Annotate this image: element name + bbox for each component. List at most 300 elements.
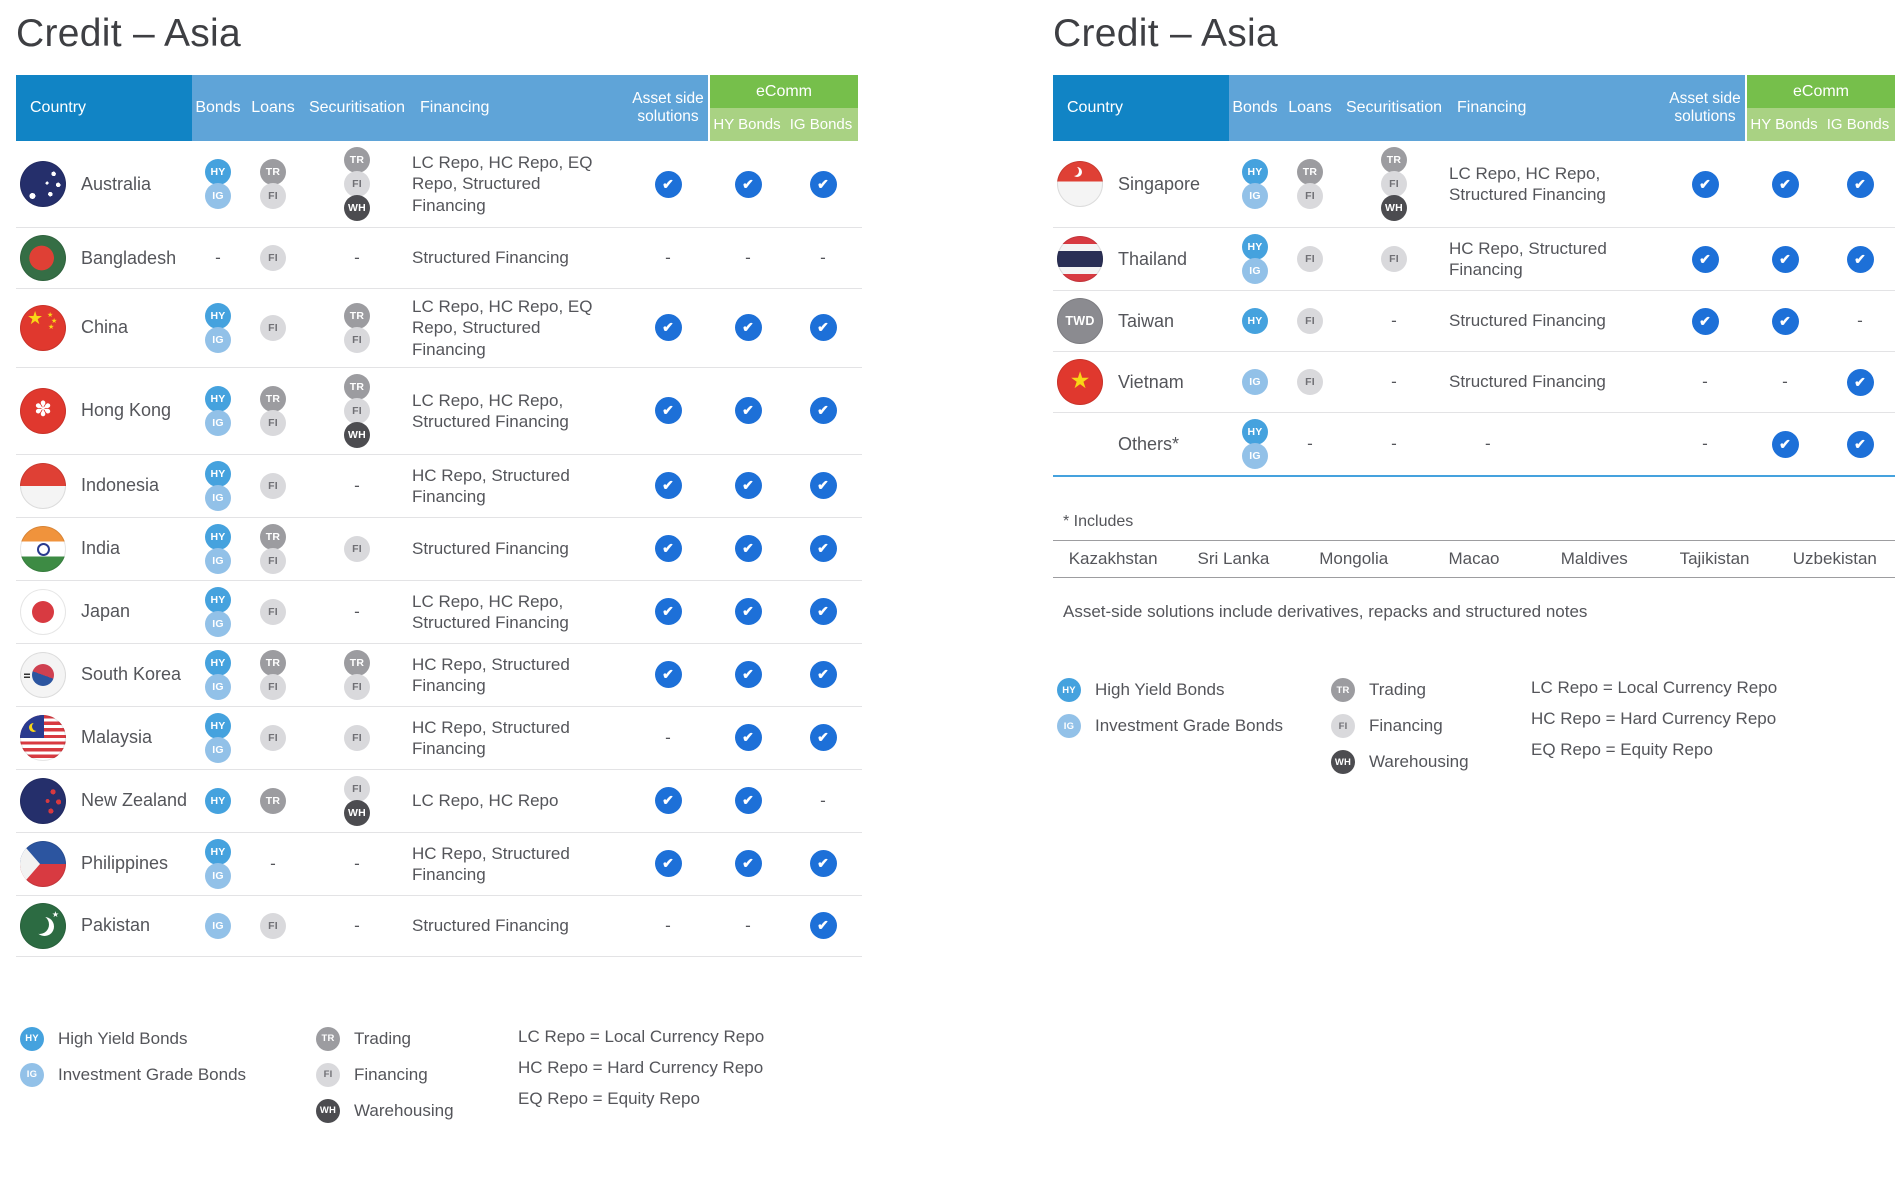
bonds-cell <box>192 840 244 888</box>
bonds-cell <box>192 714 244 762</box>
ecomm-ig-cell <box>1825 431 1895 458</box>
check-icon <box>735 724 762 751</box>
country-cell <box>16 778 192 824</box>
ecomm-hy-cell <box>708 171 788 198</box>
fi-badge: FI <box>260 599 286 625</box>
fi-badge: FI <box>260 913 286 939</box>
flag-placeholder <box>1057 421 1103 467</box>
table-row <box>16 368 862 455</box>
country-name-new-zealand: New Zealand <box>81 790 188 811</box>
check-icon <box>810 724 837 751</box>
check-icon <box>655 598 682 625</box>
check-icon <box>735 397 762 424</box>
wh-badge: WH <box>344 195 370 221</box>
bonds-badges <box>205 304 231 352</box>
ig-badge: IG <box>205 327 231 353</box>
check-icon <box>735 598 762 625</box>
asset-side-cell <box>628 787 708 814</box>
check-icon <box>735 171 762 198</box>
check-icon <box>810 397 837 424</box>
loans-cell <box>244 854 302 874</box>
fi-badge: FI <box>344 674 370 700</box>
hy-badge: HY <box>205 386 231 412</box>
repo-definition: LC Repo = Local Currency Repo <box>1531 678 1778 697</box>
table-row <box>16 896 862 957</box>
tr-badge: TR <box>344 147 370 173</box>
ecomm-ig-cell <box>788 535 858 562</box>
table-row <box>1053 228 1895 291</box>
fi-badge: FI <box>1297 183 1323 209</box>
loans-badges <box>260 246 286 270</box>
check-icon <box>810 171 837 198</box>
bonds-badges <box>205 789 231 813</box>
dash: - <box>1391 372 1397 391</box>
page-title: Credit – Asia <box>16 12 242 55</box>
country-name-others: Others* <box>1118 433 1180 454</box>
ecomm-hy-cell <box>708 916 788 936</box>
asset-side-cell <box>628 728 708 748</box>
loans-cell <box>1281 370 1339 394</box>
loans-badges <box>260 651 286 699</box>
securitisation-badges <box>344 537 370 561</box>
australia-flag-icon <box>20 161 66 207</box>
securitisation-cell <box>302 304 412 352</box>
taiwan-flag-icon: TWD <box>1057 298 1103 344</box>
tr-badge: TR <box>260 386 286 412</box>
loans-cell <box>1281 160 1339 208</box>
pakistan-flag-icon <box>20 903 66 949</box>
country-cell <box>16 715 192 761</box>
legend-label: Trading <box>354 1028 412 1048</box>
ecomm-hy-cell <box>708 472 788 499</box>
country-name-india: India <box>81 538 121 559</box>
dash: - <box>1702 372 1708 391</box>
check-icon <box>1772 308 1799 335</box>
check-icon <box>810 535 837 562</box>
financing-cell: HC Repo, Structured Financing <box>412 654 570 695</box>
financing-cell: LC Repo, HC Repo, Structured Financing <box>412 591 569 632</box>
check-icon <box>1847 369 1874 396</box>
ecomm-ig-cell <box>788 912 858 939</box>
ecomm-ig-cell <box>788 472 858 499</box>
asset-side-cell <box>628 661 708 688</box>
bonds-cell <box>192 914 244 938</box>
table-row <box>1053 352 1895 413</box>
securitisation-cell <box>302 602 412 622</box>
column-header-ecomm: eComm <box>1747 75 1895 108</box>
table-row <box>16 228 862 289</box>
ecomm-hy-cell <box>1745 372 1825 392</box>
fi-badge: FI <box>1381 171 1407 197</box>
check-icon <box>1847 431 1874 458</box>
country-name-pakistan: Pakistan <box>81 915 151 936</box>
ecomm-ig-cell <box>788 724 858 751</box>
check-icon <box>655 397 682 424</box>
column-header-financing: Financing <box>1449 75 1665 141</box>
bonds-cell <box>192 462 244 510</box>
financing-cell: Structured Financing <box>412 248 569 268</box>
securitisation-cell <box>302 651 412 699</box>
loans-badges <box>1297 160 1323 208</box>
indonesia-flag-icon <box>20 463 66 509</box>
securitisation-cell <box>1339 311 1449 331</box>
country-name-malaysia: Malaysia <box>81 727 153 748</box>
loans-cell <box>244 474 302 498</box>
hy-badge: HY <box>1057 678 1081 702</box>
country-name-singapore: Singapore <box>1118 173 1201 194</box>
ecomm-ig-cell <box>1825 246 1895 273</box>
fi-badge: FI <box>344 171 370 197</box>
asset-side-cell <box>628 598 708 625</box>
ig-badge: IG <box>205 410 231 436</box>
securitisation-cell <box>302 854 412 874</box>
bonds-badges <box>205 525 231 573</box>
table-row <box>16 518 862 581</box>
ig-badge: IG <box>1242 183 1268 209</box>
dash: - <box>820 248 826 267</box>
loans-cell <box>244 600 302 624</box>
asset-side-cell <box>628 314 708 341</box>
legend-item-high-yield-bonds <box>20 1027 316 1051</box>
ig-badge: IG <box>205 485 231 511</box>
wh-badge: WH <box>344 422 370 448</box>
fi-badge: FI <box>260 183 286 209</box>
footnote-countries-strip <box>1053 540 1895 578</box>
dash: - <box>1391 434 1397 453</box>
legend-item-trading <box>1331 678 1531 702</box>
fi-badge: FI <box>316 1063 340 1087</box>
credit-asia-panel-left <box>16 10 862 1135</box>
loans-badges <box>1297 370 1323 394</box>
fi-badge: FI <box>1297 246 1323 272</box>
loans-cell <box>244 316 302 340</box>
ecomm-hy-cell <box>708 248 788 268</box>
country-name-philippines: Philippines <box>81 853 169 874</box>
hongkong-flag-icon <box>20 388 66 434</box>
repo-definition: EQ Repo = Equity Repo <box>1531 740 1713 759</box>
dash: - <box>1702 434 1708 453</box>
loans-badges <box>260 600 286 624</box>
column-header-hy-bonds: HY Bonds <box>1750 116 1818 133</box>
legend <box>16 1027 862 1135</box>
column-header-ig-bonds: IG Bonds <box>1826 116 1890 133</box>
check-icon <box>735 850 762 877</box>
column-header-ecomm: eComm <box>710 75 858 108</box>
fi-badge: FI <box>260 315 286 341</box>
bonds-badges <box>205 588 231 636</box>
southkorea-flag-icon <box>20 652 66 698</box>
ig-badge: IG <box>1057 714 1081 738</box>
ig-badge: IG <box>20 1063 44 1087</box>
dash: - <box>354 853 360 873</box>
bonds-cell <box>1229 309 1281 333</box>
country-name-south-korea: South Korea <box>81 664 182 685</box>
legend-item-warehousing <box>316 1099 518 1123</box>
country-cell <box>16 161 192 207</box>
footnote <box>1053 513 1895 622</box>
legend-label: High Yield Bonds <box>1095 680 1225 699</box>
legend-services-column <box>316 1027 518 1135</box>
loans-cell <box>244 914 302 938</box>
bonds-badges <box>205 387 231 435</box>
asset-side-cell <box>1665 434 1745 454</box>
check-icon <box>1847 171 1874 198</box>
credit-table-right <box>1053 75 1895 477</box>
column-header-ecomm-group <box>708 75 858 141</box>
securitisation-cell <box>302 726 412 750</box>
footnote-country-tajikistan: Tajikistan <box>1679 549 1750 568</box>
country-cell <box>1053 161 1229 207</box>
legend-label: Warehousing <box>1369 752 1469 771</box>
country-name-vietnam: Vietnam <box>1118 371 1184 392</box>
country-cell <box>1053 298 1229 344</box>
loans-badges <box>1297 309 1323 333</box>
country-cell <box>1053 421 1229 467</box>
loans-cell <box>1281 309 1339 333</box>
singapore-flag-icon <box>1057 161 1103 207</box>
ig-badge: IG <box>205 611 231 637</box>
country-name-australia: Australia <box>81 173 152 194</box>
ecomm-ig-cell <box>788 661 858 688</box>
legend-label: Trading <box>1369 680 1427 699</box>
column-header-bonds: Bonds <box>192 75 244 141</box>
ecomm-hy-cell <box>708 724 788 751</box>
legend-item-investment-grade-bonds <box>1057 714 1331 738</box>
check-icon <box>1692 308 1719 335</box>
legend-item-warehousing <box>1331 750 1531 774</box>
footnote-country-kazakhstan: Kazakhstan <box>1068 549 1158 568</box>
column-header-hy-bonds: HY Bonds <box>713 116 781 133</box>
check-icon <box>1692 246 1719 273</box>
dash: - <box>665 915 671 935</box>
ecomm-ig-cell <box>788 598 858 625</box>
table-row <box>16 289 862 368</box>
check-icon <box>655 850 682 877</box>
country-cell <box>16 841 192 887</box>
table-header <box>16 75 862 141</box>
country-cell <box>1053 359 1229 405</box>
bonds-cell <box>192 651 244 699</box>
asset-side-cell <box>1665 171 1745 198</box>
malaysia-flag-icon <box>20 715 66 761</box>
securitisation-badges <box>344 148 370 220</box>
ecomm-ig-cell <box>788 248 858 268</box>
loans-cell <box>244 726 302 750</box>
ig-badge: IG <box>1242 258 1268 284</box>
securitisation-badges <box>344 375 370 447</box>
wh-badge: WH <box>1381 195 1407 221</box>
table-row <box>16 455 862 518</box>
footnote-country-maldives: Maldives <box>1560 549 1628 568</box>
country-name-thailand: Thailand <box>1118 248 1188 269</box>
country-cell <box>1053 236 1229 282</box>
column-header-loans: Loans <box>244 75 302 141</box>
legend <box>1053 678 1895 786</box>
loans-badges <box>260 316 286 340</box>
tr-badge: TR <box>316 1027 340 1051</box>
check-icon <box>655 314 682 341</box>
hy-badge: HY <box>205 303 231 329</box>
table-row <box>16 644 862 707</box>
financing-cell: HC Repo, Structured Financing <box>412 843 570 884</box>
financing-cell: Structured Financing <box>1449 311 1606 331</box>
fi-badge: FI <box>260 473 286 499</box>
securitisation-cell <box>302 476 412 496</box>
country-cell <box>16 589 192 635</box>
check-icon <box>810 912 837 939</box>
loans-cell <box>244 651 302 699</box>
legend-item-high-yield-bonds <box>1057 678 1331 702</box>
hy-badge: HY <box>205 587 231 613</box>
check-icon <box>1847 246 1874 273</box>
ecomm-hy-cell <box>708 397 788 424</box>
check-icon <box>655 171 682 198</box>
securitisation-cell <box>302 148 412 220</box>
country-name-hong-kong: Hong Kong <box>81 400 172 421</box>
securitisation-badges <box>344 304 370 352</box>
hy-badge: HY <box>1242 234 1268 260</box>
tr-badge: TR <box>1331 678 1355 702</box>
securitisation-badges <box>1381 247 1407 271</box>
ecomm-hy-cell <box>708 535 788 562</box>
ecomm-ig-cell <box>1825 311 1895 331</box>
page-title: Credit – Asia <box>1053 12 1279 55</box>
footnote-country-mongolia: Mongolia <box>1319 549 1389 568</box>
check-icon <box>1692 171 1719 198</box>
ecomm-hy-cell <box>1745 246 1825 273</box>
tr-badge: TR <box>260 650 286 676</box>
legend-label: Investment Grade Bonds <box>1095 716 1284 735</box>
bonds-cell <box>192 387 244 435</box>
ecomm-ig-cell <box>788 791 858 811</box>
dash: - <box>1391 311 1397 330</box>
loans-badges <box>260 789 286 813</box>
country-cell <box>16 903 192 949</box>
financing-cell: - <box>1485 434 1491 454</box>
securitisation-cell <box>302 777 412 825</box>
country-cell <box>16 235 192 281</box>
loans-badges <box>1297 247 1323 271</box>
japan-flag-icon <box>20 589 66 635</box>
securitisation-cell <box>1339 247 1449 271</box>
check-icon <box>655 787 682 814</box>
bonds-cell <box>192 248 244 268</box>
ecomm-hy-cell <box>708 850 788 877</box>
table-row <box>16 707 862 770</box>
column-header-securitisation: Securitisation <box>302 75 412 141</box>
check-icon <box>810 472 837 499</box>
dash: - <box>1307 434 1313 453</box>
bonds-badges <box>1242 370 1268 394</box>
legend-item-financing <box>1331 714 1531 738</box>
fi-badge: FI <box>344 327 370 353</box>
dash: - <box>354 601 360 621</box>
ig-badge: IG <box>205 863 231 889</box>
tr-badge: TR <box>260 159 286 185</box>
ecomm-ig-cell <box>788 314 858 341</box>
country-cell <box>16 463 192 509</box>
asset-side-cell <box>628 916 708 936</box>
newzealand-flag-icon <box>20 778 66 824</box>
asset-side-cell <box>628 472 708 499</box>
financing-cell: HC Repo, Structured Financing <box>412 465 570 506</box>
loans-cell <box>244 525 302 573</box>
hy-badge: HY <box>1242 308 1268 334</box>
dash: - <box>270 853 276 873</box>
ecomm-hy-cell <box>708 598 788 625</box>
repo-definition: LC Repo = Local Currency Repo <box>518 1026 765 1046</box>
bonds-cell <box>192 304 244 352</box>
bonds-badges <box>205 462 231 510</box>
hy-badge: HY <box>1242 159 1268 185</box>
legend-label: Investment Grade Bonds <box>58 1064 247 1084</box>
column-header-ig-bonds: IG Bonds <box>789 116 853 133</box>
loans-cell <box>244 160 302 208</box>
loans-badges <box>260 726 286 750</box>
securitisation-cell <box>302 916 412 936</box>
legend-services-column <box>1331 678 1531 786</box>
fi-badge: FI <box>1297 308 1323 334</box>
dash: - <box>665 727 671 747</box>
table-row <box>16 833 862 896</box>
check-icon <box>810 661 837 688</box>
tr-badge: TR <box>260 524 286 550</box>
country-cell <box>16 305 192 351</box>
ig-badge: IG <box>205 183 231 209</box>
asset-side-note: Asset-side solutions include derivatives, repacks and structured notes <box>1063 602 1588 621</box>
bonds-badges <box>1242 160 1268 208</box>
ig-badge: IG <box>205 913 231 939</box>
dash: - <box>745 248 751 267</box>
table-row <box>1053 141 1895 228</box>
legend-item-investment-grade-bonds <box>20 1063 316 1087</box>
fi-badge: FI <box>260 410 286 436</box>
fi-badge: FI <box>260 725 286 751</box>
column-header-asset-side: Asset side solutions <box>1665 75 1745 141</box>
legend-label: Financing <box>1369 716 1443 735</box>
dash: - <box>1857 311 1863 330</box>
table-row <box>1053 291 1895 352</box>
fi-badge: FI <box>260 245 286 271</box>
fi-badge: FI <box>260 674 286 700</box>
bonds-badges <box>1242 309 1268 333</box>
column-header-ecomm-sub <box>1747 108 1895 141</box>
ig-badge: IG <box>205 674 231 700</box>
footnote-includes-label: * Includes <box>1063 513 1134 530</box>
column-header-loans: Loans <box>1281 75 1339 141</box>
column-header-country: Country <box>1053 75 1229 141</box>
securitisation-badges <box>344 726 370 750</box>
check-icon <box>735 787 762 814</box>
fi-badge: FI <box>1297 369 1323 395</box>
asset-side-cell <box>628 248 708 268</box>
ecomm-ig-cell <box>788 397 858 424</box>
securitisation-cell <box>1339 372 1449 392</box>
hy-badge: HY <box>205 788 231 814</box>
legend-item-trading <box>316 1027 518 1051</box>
securitisation-badges <box>344 777 370 825</box>
column-header-asset-side: Asset side solutions <box>628 75 708 141</box>
ig-badge: IG <box>205 737 231 763</box>
financing-cell: LC Repo, HC Repo, Structured Financing <box>412 390 569 431</box>
asset-side-cell <box>628 850 708 877</box>
dash: - <box>820 790 826 810</box>
country-name-bangladesh: Bangladesh <box>81 247 177 268</box>
bangladesh-flag-icon <box>20 235 66 281</box>
dash: - <box>354 915 360 935</box>
bonds-badges <box>205 651 231 699</box>
check-icon <box>735 314 762 341</box>
